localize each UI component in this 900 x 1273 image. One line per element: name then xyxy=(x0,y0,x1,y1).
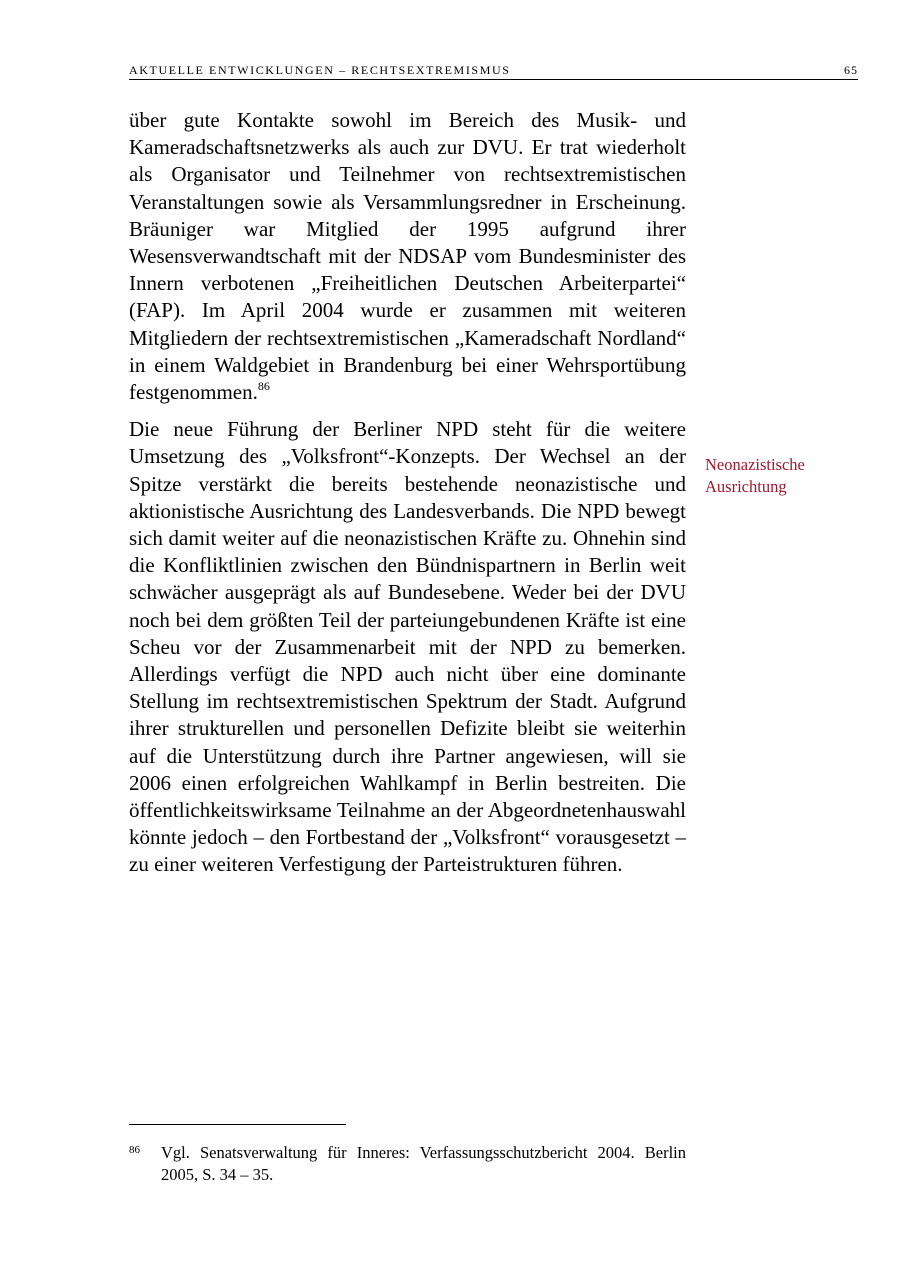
main-text xyxy=(129,107,686,879)
footnote-number: 86 xyxy=(129,1144,140,1156)
margin-note xyxy=(705,454,845,498)
footnote-text: Vgl. Senatsverwaltung für Inneres: Verfassungsschutzbericht 2004. Berlin 2005, S. 34 – 35. xyxy=(161,1143,686,1184)
running-header xyxy=(129,61,858,80)
margin-note-line-2: Ausrichtung xyxy=(705,477,787,496)
paragraph-1 xyxy=(129,107,686,406)
paragraph-1-text: über gute Kontakte sowohl im Bereich des Musik- und Kameradschaftsnetzwerks als auch zur DVU. Er trat wiederholt als Organisator und Teilnehmer von rechtsextremistischen Veranstaltungen sowie als Versammlungsredner in Erscheinung. Bräuniger war Mitglied der 1995 aufgrund ihrer Wesensverwandtschaft mit der NDSAP vom Bundesminister des Innern verbotenen „Freiheitlichen Deutschen Arbeiterpartei“ (FAP). Im April 2004 wurde er zusammen mit weiteren Mitgliedern der rechtsextremistischen „Kameradschaft Nordland“ in einem Waldgebiet in Brandenburg bei einer Wehrsportübung festgenommen. xyxy=(129,108,686,405)
footnote xyxy=(129,1142,686,1186)
page-number: 65 xyxy=(844,63,858,77)
margin-note-line-1: Neonazistische xyxy=(705,455,805,474)
footnote-reference: 86 xyxy=(257,379,270,394)
paragraph-2: Die neue Führung der Berliner NPD steht für die weitere Umsetzung des „Volksfront“-Konzepts. Der Wechsel an der Spitze verstärkt die bereits bestehende neonazistische und aktionistische Ausrichtung des Landesverbands. Die NPD bewegt sich damit weiter auf die neonazistischen Kräfte zu. Ohnehin sind die Konfliktlinien zwischen den Bündnispartnern in Berlin weit schwächer ausgeprägt als auf Bundesebene. Weder bei der DVU noch bei dem größten Teil der parteiungebundenen Kräfte ist eine Scheu vor der Zusammenarbeit mit der NPD zu bemerken. Allerdings verfügt die NPD auch nicht über eine dominante Stellung im rechtsextremistischen Spektrum der Stadt. Aufgrund ihrer strukturellen und personellen Defizite bleibt sie weiterhin auf die Unterstützung durch ihre Partner angewiesen, will sie 2006 einen erfolgreichen Wahlkampf in Berlin bestreiten. Die öffentlichkeitswirksame Teilnahme an der Abgeordnetenhauswahl könnte jedoch – den Fortbestand der „Volksfront“ vorausgesetzt – zu einer weiteren Verfestigung der Parteistrukturen führen. xyxy=(129,417,686,877)
footnote-separator xyxy=(129,1124,346,1125)
running-header-title: AKTUELLE ENTWICKLUNGEN – RECHTSEXTREMISMUS xyxy=(129,63,511,77)
